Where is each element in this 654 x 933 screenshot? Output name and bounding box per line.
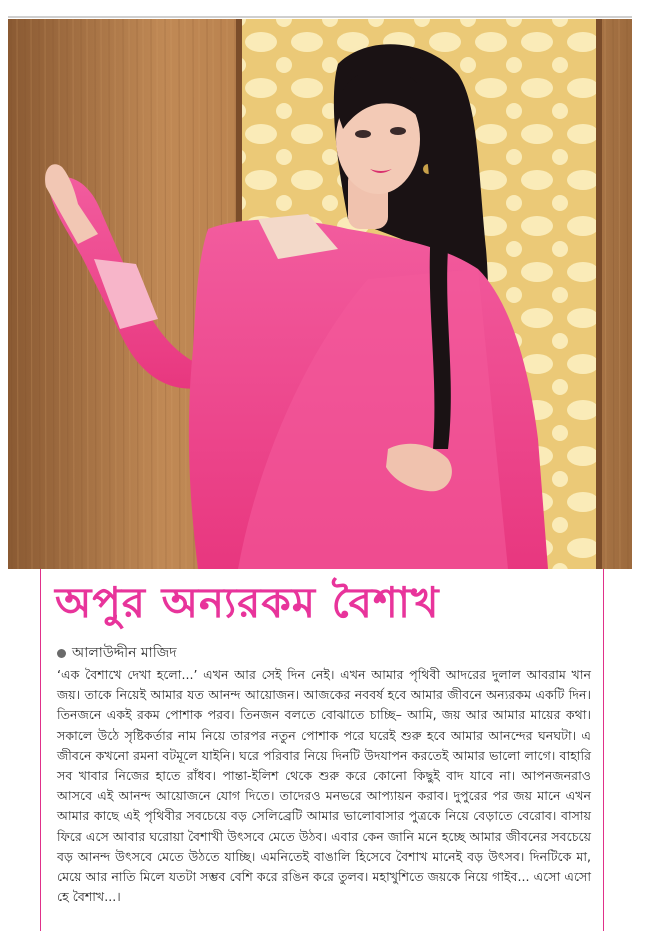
bullet-icon [57, 649, 66, 658]
top-rule [8, 16, 632, 18]
byline [57, 641, 177, 665]
byline-author: আলাউদ্দীন মাজিদ [72, 645, 177, 661]
article-photo [8, 19, 632, 569]
article-body: ‘এক বৈশাখে দেখা হলো...’ এখন আর সেই দিন নেই। এখন আমার পৃথিবী আদরের দুলাল আবরাম খান জয়। তাকে নিয়েই আমার যত আনন্দ আয়োজন। আজকের নববর্ষ হবে আমার জীবনে অন্যরকম একটি দিন। তিনজনে একই রকম পোশাক পরব। তিনজন বলতে বোঝাতে চাচ্ছি– আমি, জয় আর আমার মায়ের কথা। সকালে উঠে সৃষ্টিকর্তার নাম নিয়ে তারপর নতুন পোশাক পরে ঘরেই শুরু হবে আমার আনন্দের ঘনঘটা। এ জীবনে কখনো রমনা বটমূলে যাইনি। ঘরে পরিবার নিয়ে দিনটি উদযাপন করতেই আমার ভালো লাগে। বাহারি সব খাবার নিজের হাতে রাঁধব। পান্তা-ইলিশ থেকে শুরু করে কোনো কিছুই বাদ যাবে না। আপনজনরাও আসবে এই আনন্দ আয়োজনে যোগ দিতে। তাদেরও মনভরে আপ্যায়ন করাব। দুপুরের পর জয় মানে এখন আমার কাছে এই পৃথিবীর সবচেয়ে বড় সেলিব্রেটি আমার ভালোবাসার পুত্রকে নিয়ে বেড়াতে বেরোব। বাসায় ফিরে এসে আবার ঘরোয়া বৈশাখী উৎসবে মেতে উঠব। এবার কেন জানি মনে হচ্ছে আমার জীবনের সবচেয়ে বড় আনন্দ উৎসবে মেতে উঠতে যাচ্ছি। এমনিতেই বাঙালি হিসেবে বৈশাখ মানেই বড় উৎসব। দিনটিকে মা, মেয়ে আর নাতি মিলে যতটা সম্ভব বেশি করে রঙিন করে তুলব। মহাখুশিতে জয়কে নিয়ে গাইব... এসো এসো হে বৈশাখ...। [57, 667, 591, 905]
article-headline: অপুর অন্যরকম বৈশাখ [55, 578, 440, 627]
article-frame [40, 569, 604, 931]
